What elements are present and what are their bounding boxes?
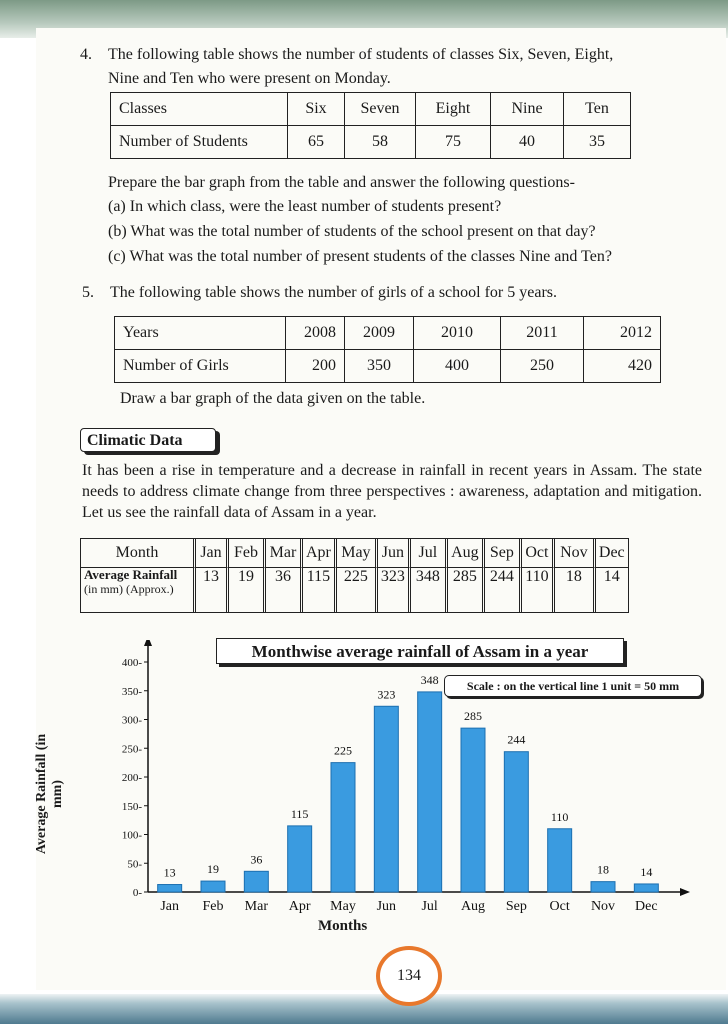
q4-class-cell: Nine (491, 93, 564, 126)
q4-students-cell: 65 (288, 126, 345, 159)
bar (288, 826, 312, 892)
q4-question-c: (c) What was the total number of present students of the classes Nine and Ten? (108, 248, 612, 265)
q4-class-cell: Eight (416, 93, 491, 126)
q5-table-row-years (115, 317, 661, 350)
bar (461, 728, 485, 892)
y-tick-label: 200- (121, 772, 142, 784)
chart-y-axis-label: Average Rainfall (in mm) (34, 733, 65, 855)
page-number: 134 (376, 946, 442, 1006)
q4-students-cell: 40 (491, 126, 564, 159)
q5-number: 5. (82, 284, 94, 301)
q4-class-cell: Seven (345, 93, 416, 126)
y-tick-label: 400- (121, 657, 142, 669)
q4-question-a: (a) In which class, were the least number of students present? (108, 198, 502, 215)
bar (201, 881, 225, 892)
rainfall-month-cell: Jul (408, 539, 445, 567)
chart-x-axis-label: Months (318, 918, 368, 934)
q5-year-cell: 2010 (414, 317, 501, 350)
chart-labels (160, 673, 657, 914)
q4-students-cell: 35 (564, 126, 631, 159)
rainfall-table (80, 538, 629, 613)
bar (374, 706, 398, 892)
rainfall-value-cell: 244 (482, 567, 519, 612)
q4-row2-label: Number of Students (111, 126, 288, 159)
rainfall-month-cell: Jun (375, 539, 408, 567)
q4-class-cell: Ten (564, 93, 631, 126)
x-tick-label: Feb (202, 899, 224, 914)
q4-students-cell: 58 (345, 126, 416, 159)
rainfall-month-cell: May (334, 539, 375, 567)
bar (331, 763, 355, 892)
y-tick-label: 100- (121, 829, 142, 842)
x-tick-label: Jun (376, 899, 397, 914)
q4-row1-label: Classes (111, 93, 288, 126)
rainfall-row-values (81, 567, 628, 612)
rainfall-value-cell: 285 (445, 567, 482, 612)
q5-girls-cell: 350 (345, 350, 414, 383)
y-tick-label: 300- (121, 714, 142, 727)
x-tick-label: Jul (421, 899, 438, 914)
x-tick-label: Dec (635, 899, 658, 914)
y-tick-label: 0- (132, 887, 142, 899)
y-axis-arrow (144, 640, 152, 646)
rainfall-value-cell: 18 (552, 567, 593, 612)
x-axis-arrow (680, 888, 690, 896)
climatic-paragraph: It has been a rise in temperature and a decrease in rainfall in recent years in Assam. The state needs to address climate change from three perspectives : awareness, adaptation and mitigation. Let us see the rainfall data of Assam in a year. (82, 462, 702, 521)
q5-table-row-girls (115, 350, 661, 383)
x-tick-label: Apr (288, 899, 311, 914)
q5-line1: The following table shows the number of girls of a school for 5 years. (110, 284, 558, 301)
q4-table (110, 92, 631, 159)
bar-value-label: 323 (377, 687, 396, 702)
rainfall-month-cell: Nov (552, 539, 593, 567)
q5-girls-cell: 420 (584, 350, 661, 383)
chart-bars (158, 692, 659, 892)
y-tick-label: 150- (121, 800, 142, 813)
rainfall-value-cell: 323 (375, 567, 408, 612)
y-tick-label: 50- (127, 858, 142, 871)
q5-year-cell: 2012 (584, 317, 661, 350)
rainfall-value-cell: 19 (226, 567, 263, 612)
q5-year-cell: 2008 (286, 317, 345, 350)
q5-table (114, 316, 661, 383)
rainfall-row1-label: Month (115, 544, 159, 561)
q5-row2-label: Number of Girls (115, 350, 286, 383)
rainfall-month-cell: Aug (445, 539, 482, 567)
bar (158, 885, 182, 892)
rainfall-month-cell: Feb (226, 539, 263, 567)
y-tick-label: 350- (121, 685, 142, 698)
bar-value-label: 110 (550, 809, 569, 824)
bar (548, 829, 572, 892)
rainfall-row2-label (81, 567, 193, 612)
rainfall-value-cell: 13 (193, 567, 226, 612)
y-tick-label: 250- (121, 743, 142, 756)
rainfall-month-cell: Sep (482, 539, 519, 567)
rainfall-month-cell: Jan (193, 539, 226, 567)
q4-line1: The following table shows the number of students of classes Six, Seven, Eight, (108, 46, 614, 63)
rainfall-month-cell: Dec (593, 539, 628, 567)
bar-value-label: 19 (207, 862, 219, 877)
rainfall-value-cell: 115 (300, 567, 334, 612)
chart-axes (122, 640, 690, 899)
q4-line2: Nine and Ten who were present on Monday. (108, 70, 391, 87)
q5-instruction: Draw a bar graph of the data given on the table. (120, 390, 426, 407)
x-tick-label: May (330, 899, 356, 914)
rainfall-bar-chart (90, 640, 690, 940)
rainfall-row2-label-unit: (in mm) (Approx.) (84, 582, 174, 596)
rainfall-value-cell: 348 (408, 567, 445, 612)
bar-value-label: 115 (290, 806, 309, 821)
rainfall-value-cell: 225 (334, 567, 375, 612)
bar-value-label: 36 (250, 852, 263, 867)
q4-number: 4. (80, 46, 92, 63)
q4-table-row-classes (111, 93, 631, 126)
chart-title: Monthwise average rainfall of Assam in a year (216, 638, 624, 664)
bar-value-label: 13 (163, 865, 176, 880)
rainfall-month-cell: Apr (300, 539, 334, 567)
q5-girls-cell: 250 (501, 350, 584, 383)
q4-class-cell: Six (288, 93, 345, 126)
bar (418, 692, 442, 892)
bar-value-label: 285 (464, 709, 482, 724)
x-tick-label: Oct (549, 899, 570, 914)
x-tick-label: Sep (505, 899, 527, 914)
x-tick-label: Mar (244, 899, 268, 914)
rainfall-row-month (81, 539, 628, 567)
rainfall-month-cell: Mar (263, 539, 300, 567)
bar (504, 752, 528, 892)
x-tick-label: Nov (590, 899, 616, 914)
q5-girls-cell: 200 (286, 350, 345, 383)
q4-students-cell: 75 (416, 126, 491, 159)
rainfall-value-cell: 36 (263, 567, 300, 612)
rainfall-value-cell: 110 (519, 567, 552, 612)
x-tick-label: Aug (460, 899, 486, 914)
bar-value-label: 348 (420, 672, 439, 687)
bar (634, 884, 658, 892)
bar-value-label: 18 (597, 862, 609, 877)
q5-year-cell: 2011 (501, 317, 584, 350)
bar-value-label: 225 (334, 743, 352, 758)
q5-row1-label: Years (115, 317, 286, 350)
bottom-page-edge (0, 994, 728, 1024)
bar (591, 882, 615, 892)
rainfall-value-cell: 14 (593, 567, 628, 612)
q5-girls-cell: 400 (414, 350, 501, 383)
climatic-data-heading: Climatic Data (80, 428, 216, 452)
bar-value-label: 244 (507, 732, 526, 747)
chart-scale-note: Scale : on the vertical line 1 unit = 50 mm (444, 675, 702, 697)
x-tick-label: Jan (160, 899, 180, 914)
q4-table-row-students (111, 126, 631, 159)
q5-year-cell: 2009 (345, 317, 414, 350)
rainfall-month-cell: Oct (519, 539, 552, 567)
bar-value-label: 14 (640, 864, 653, 879)
bar (244, 871, 268, 892)
rainfall-row2-label-main: Average Rainfall (84, 567, 178, 582)
q4-instruction: Prepare the bar graph from the table and answer the following questions- (108, 174, 575, 191)
q4-question-b: (b) What was the total number of students of the school present on that day? (108, 223, 596, 240)
